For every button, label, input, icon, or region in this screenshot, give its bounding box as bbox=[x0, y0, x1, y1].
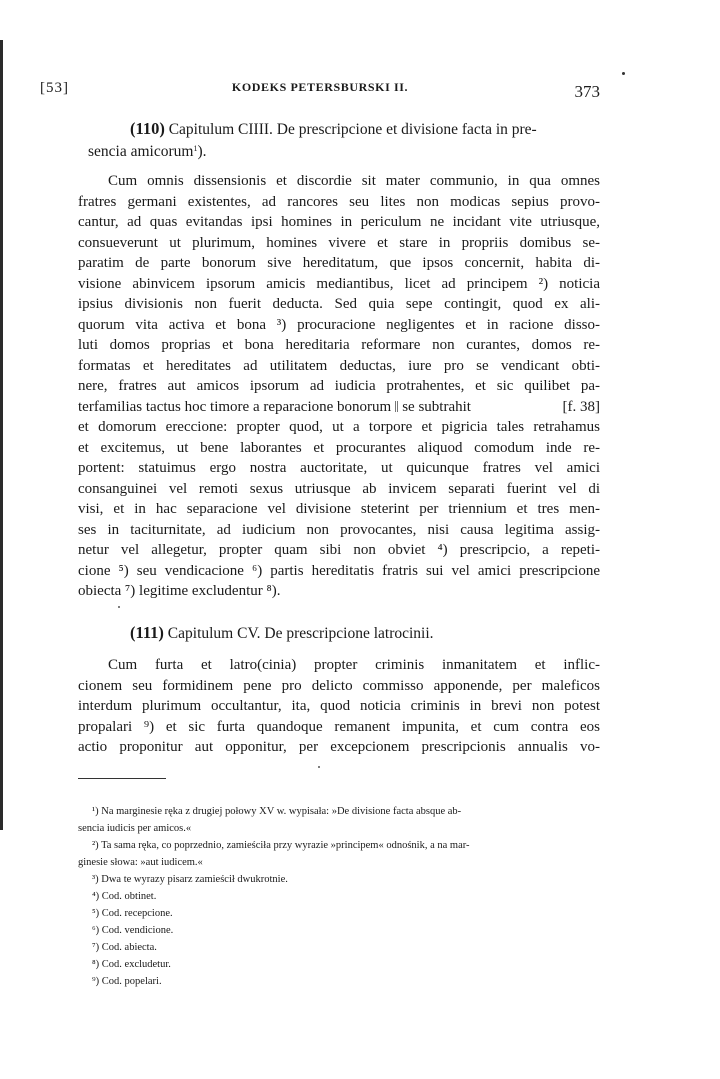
print-speck bbox=[622, 72, 625, 75]
chapter-number: (111) bbox=[130, 623, 164, 642]
chapter-title-line bbox=[78, 118, 600, 141]
text-line-with-folio bbox=[78, 397, 600, 418]
footnote: ⁷) Cod. abiecta. bbox=[92, 942, 157, 953]
page-binding-edge bbox=[0, 40, 3, 830]
footnote-continued: ginesie słowa: »aut iudicem.« bbox=[78, 857, 203, 868]
text-line: consueverunt ut plurimum, homines vivere et stare in propriis domibus se- bbox=[78, 234, 600, 251]
text-line: quorum vita activa et bona ³) procuracione negligentes et in racione disso- bbox=[78, 316, 600, 333]
footnote: ³) Dwa te wyrazy pisarz zamieścił dwukrotnie. bbox=[92, 874, 288, 885]
print-speck bbox=[318, 766, 320, 768]
text-line: propalari ⁹) et sic furta quandoque remanent impunita, et cum contra eos bbox=[78, 718, 600, 735]
print-speck bbox=[118, 606, 120, 608]
text-line: et excitemus, ut bene laborantes et procurantes aliquod comodum inde re- bbox=[78, 439, 600, 456]
footnote: ⁶) Cod. vendicione. bbox=[92, 925, 174, 936]
text-line: cione ⁵) seu vendicacione ⁶) partis hereditatis fratris sui vel amici prescripcione bbox=[78, 562, 600, 579]
chapter-title-end: ). bbox=[197, 143, 207, 160]
chapter-body bbox=[78, 655, 600, 758]
text-segment: terfamilias tactus hoc timore a reparacione bonorum bbox=[78, 398, 392, 415]
text-line: cionem seu formidinem pene pro delicto commisso apponende, per maleficos bbox=[78, 677, 600, 694]
chapter-body bbox=[78, 171, 600, 602]
text-line: ipsius divisionis non fuerit deducta. Sed quia sepe contingit, quod ex ali- bbox=[78, 296, 600, 312]
chapter-title-line bbox=[78, 622, 600, 645]
text-line: cantur, ad quas evitandas ipsi homines in periculum ne incidant vite utriusque, bbox=[78, 214, 600, 230]
text-line: Cum omnis dissensionis et discordie sit mater communio, in qua omnes bbox=[108, 173, 600, 189]
text-line: obiecta ⁷) legitime excludentur ⁸). bbox=[78, 583, 281, 599]
text-segment: se subtrahit bbox=[402, 398, 471, 415]
folio-marker: [f. 38] bbox=[562, 398, 600, 415]
chapter-number: (110) bbox=[130, 119, 165, 138]
running-header bbox=[40, 78, 600, 102]
footnote: ⁹) Cod. popelari. bbox=[92, 976, 162, 987]
text-line: actio proponitur aut opponitur, per excepcionem prescripcionis annualis vo- bbox=[78, 739, 600, 755]
footnote: ²) Ta sama ręka, co poprzednio, zamieściła przy wyrazie »principem« odnośnik, a na mar- bbox=[92, 840, 470, 851]
chapter-title-line bbox=[78, 141, 600, 163]
footnote: ⁵) Cod. recepcione. bbox=[92, 908, 173, 919]
text-line: luti domos proprias et bona hereditaria reformare non curantes, domos re- bbox=[78, 337, 600, 353]
text-line: formatas et hereditates ad utilitatem deductas, iure pro se vendicant obti- bbox=[78, 357, 600, 374]
chapter-title-continued: sencia amicorum bbox=[88, 143, 194, 160]
footnote-continued: sencia iudicis per amicos.« bbox=[78, 823, 192, 834]
running-title: KODEKS PETERSBURSKI II. bbox=[231, 80, 409, 94]
manuscript-break-mark bbox=[395, 401, 398, 412]
chapter-title: Capitulum CV. De prescripcione latrocinii. bbox=[167, 625, 434, 642]
chapter-title: Capitulum CIIII. De prescripcione et divisione facta in pre- bbox=[168, 121, 537, 138]
footnote-ref: 1 bbox=[193, 144, 198, 153]
text-line: paratim de parte bonorum sive hereditatum, que ipsos concernit, habita di- bbox=[78, 255, 600, 271]
text-line: interdum plurimum occultantur, ita, quod noticia criminis in brevi non potest bbox=[78, 698, 600, 714]
section-reference: [53] bbox=[40, 80, 69, 96]
text-line: netur vel allegetur, propter quam sibi non obviet ⁴) prescripcio, a repeti- bbox=[78, 542, 600, 558]
chapter-heading bbox=[78, 622, 600, 645]
footnote-separator bbox=[78, 778, 166, 779]
text-line: et domorum ereccione: propter quod, ut a torpore et pigricia tales retrahamus bbox=[78, 419, 600, 435]
text-line: consanguinei vel remoti sexus utriusque ab invicem separati fuerint vel di bbox=[78, 480, 600, 497]
text-line: ses in taciturnitate, ad iudicium non provocantes, nisi causa legitima assig- bbox=[78, 521, 600, 538]
footnote: ⁴) Cod. obtinet. bbox=[92, 891, 157, 902]
text-line: Cum furta et latro(cinia) propter criminis inmanitatem et inflic- bbox=[108, 657, 600, 673]
chapter-heading bbox=[78, 118, 600, 163]
text-line: visi, et in hac separacione vel divisione steterint per triennium et tres men- bbox=[78, 501, 600, 517]
footnote: ¹) Na marginesie ręka z drugiej połowy XV w. wypisała: »De divisione facta absque ab- bbox=[92, 806, 462, 817]
text-line: portent: statuimus ergo nostra auctoritate, ut quicunque fratres vel amici bbox=[78, 460, 600, 476]
text-line: nere, fratres aut amicos ipsorum ad iudicia protrahentes, et sic quilibet pa- bbox=[78, 378, 600, 394]
footnote: ⁸) Cod. excludetur. bbox=[92, 959, 171, 970]
page-number: 373 bbox=[574, 82, 600, 101]
footnotes bbox=[78, 803, 600, 990]
text-line: fratres germani existentes, ad rancores seu lites non modicas sepius provo- bbox=[78, 193, 600, 210]
text-line: visione abinvicem ipsorum amicis mediantibus, licet ad principem ²) noticia bbox=[78, 275, 600, 292]
